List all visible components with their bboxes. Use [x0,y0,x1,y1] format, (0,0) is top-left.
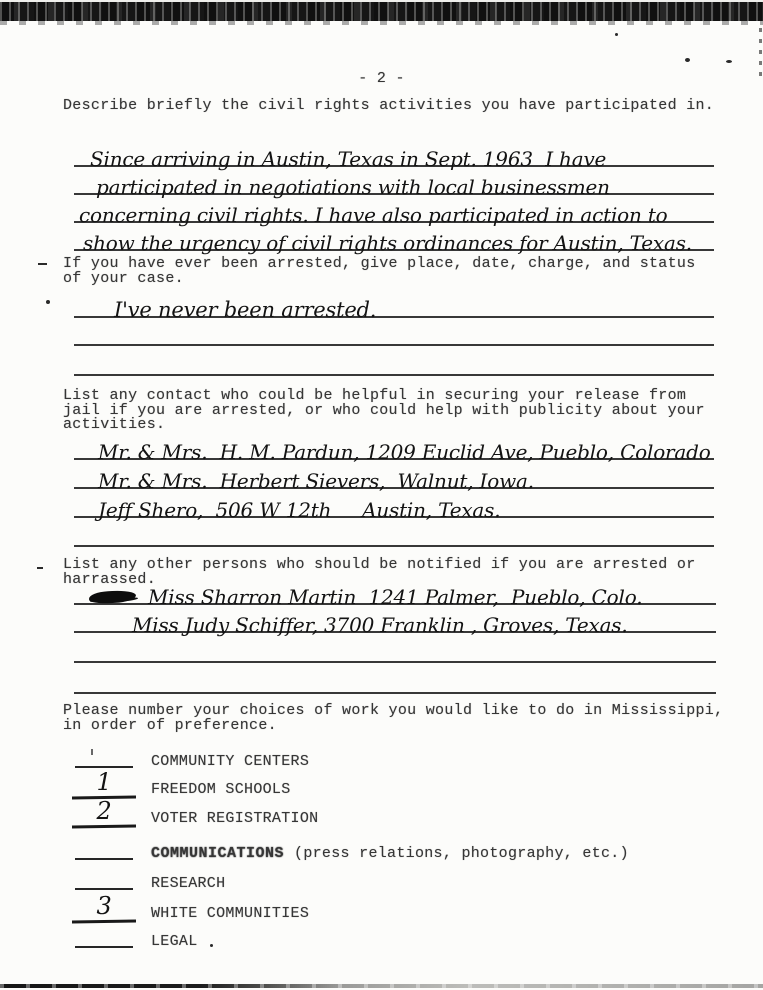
question-activities [63,99,714,114]
answer-arrested [74,290,714,376]
handwritten-text: Miss Judy Schiffer, 3700 Franklin , Groves, Texas. [132,613,628,637]
choice-rank-handwritten: 2 [96,797,112,825]
handwritten-text: concerning civil rights. I have also participated in action to [79,203,668,227]
scan-speck [46,300,50,304]
prompt-line: activities. [63,416,166,434]
scan-speck [726,60,732,63]
choice-text [151,812,328,827]
choice-rank-handwritten: 3 [96,892,112,920]
handwritten-text: Mr. & Mrs. H. M. Pardun, 1209 Euclid Ave, Pueblo, Colorado [98,440,711,464]
choice-blank-line [72,920,136,924]
answer-line [74,605,716,637]
answer-jail-contacts [74,431,714,547]
handwritten-text: I've never been arrested. [114,298,377,322]
answer-line [74,431,714,464]
scan-edge-band-bottom [0,984,763,988]
work-choices-list [63,755,743,963]
prompt-line: in order of preference. [63,716,277,734]
handwritten-text: Since arriving in Austin, Texas in Sept. 1963 I have [90,147,607,171]
answer-line [74,195,714,227]
choice-text [151,935,208,950]
choice-row [63,755,743,783]
handwritten-text: show the urgency of civil rights ordinances for Austin, Texas. [83,231,692,255]
choice-text [151,847,629,862]
prompt-line: jail if you are arrested, or who could help with publicity about your [63,401,705,419]
choice-row [63,892,743,935]
choice-row [63,935,743,963]
scan-speck [37,567,43,569]
choice-row [63,768,743,812]
choice-row [63,877,743,907]
prompt-line: List any contact who could be helpful in securing your release from [63,387,687,404]
answer-line [74,460,714,493]
question-arrested [63,257,696,286]
answer-line [74,518,714,547]
choice-rank-handwritten: 1 [96,768,112,796]
choice-label: RESEARCH [151,875,226,892]
choice-note: (press relations, photography, etc.) [294,845,629,862]
scan-speck [38,263,47,265]
answer-line [74,577,716,609]
answer-notify-persons [74,577,716,694]
question-jail-contacts [63,389,705,433]
choice-blank-line [75,858,133,860]
prompt-line: harrassed. [63,570,157,588]
answer-line [74,318,714,346]
scan-edge-band-top [0,0,763,21]
page-number: - 2 - [358,70,405,87]
prompt-line: If you have ever been arrested, give place, date, charge, and status [63,255,696,272]
answer-line [74,139,714,171]
scan-speck [615,33,618,36]
choice-label: COMMUNITY CENTERS [151,753,310,770]
handwritten-text: Mr. & Mrs. Herbert Sievers, Walnut, Iowa. [98,469,534,493]
answer-activities [74,139,714,255]
choice-blank-line [75,888,133,890]
handwritten-text: participated in negotiations with local businessmen [96,175,610,199]
choice-text [151,783,301,798]
choice-row [63,847,743,877]
handwritten-text: Miss Sharron Martin 1241 Palmer, Pueblo, Colo. [148,585,643,609]
prompt-line: List any other persons who should be notified if you are arrested or [63,556,696,573]
handwritten-text: Jeff Shero, 506 W 12th Austin, Texas. [98,498,501,522]
prompt-line: Describe briefly the civil rights activities you have participated in. [63,97,715,114]
answer-line [74,167,714,199]
answer-line [74,633,716,663]
answer-line [74,290,714,322]
scan-speck [685,58,690,62]
choice-label: FREEDOM SCHOOLS [151,781,291,798]
choice-row [63,797,743,847]
choice-label: COMMUNICATIONS [151,845,285,862]
choice-blank-line [75,946,133,948]
choice-label: VOTER REGISTRATION [151,810,319,827]
choice-label: LEGAL [151,933,198,950]
prompt-line: Please number your choices of work you would like to do in Mississippi, [63,702,724,719]
choice-blank-line [72,825,136,829]
answer-line [74,223,714,255]
choice-label: WHITE COMMUNITIES [151,905,310,922]
prompt-line: of your case. [63,269,184,287]
answer-line [74,346,714,376]
choice-text [151,907,319,922]
choice-text [151,877,235,892]
choice-text [151,755,319,770]
answer-line [74,489,714,522]
question-work-choices [63,704,723,733]
answer-line [74,663,716,694]
